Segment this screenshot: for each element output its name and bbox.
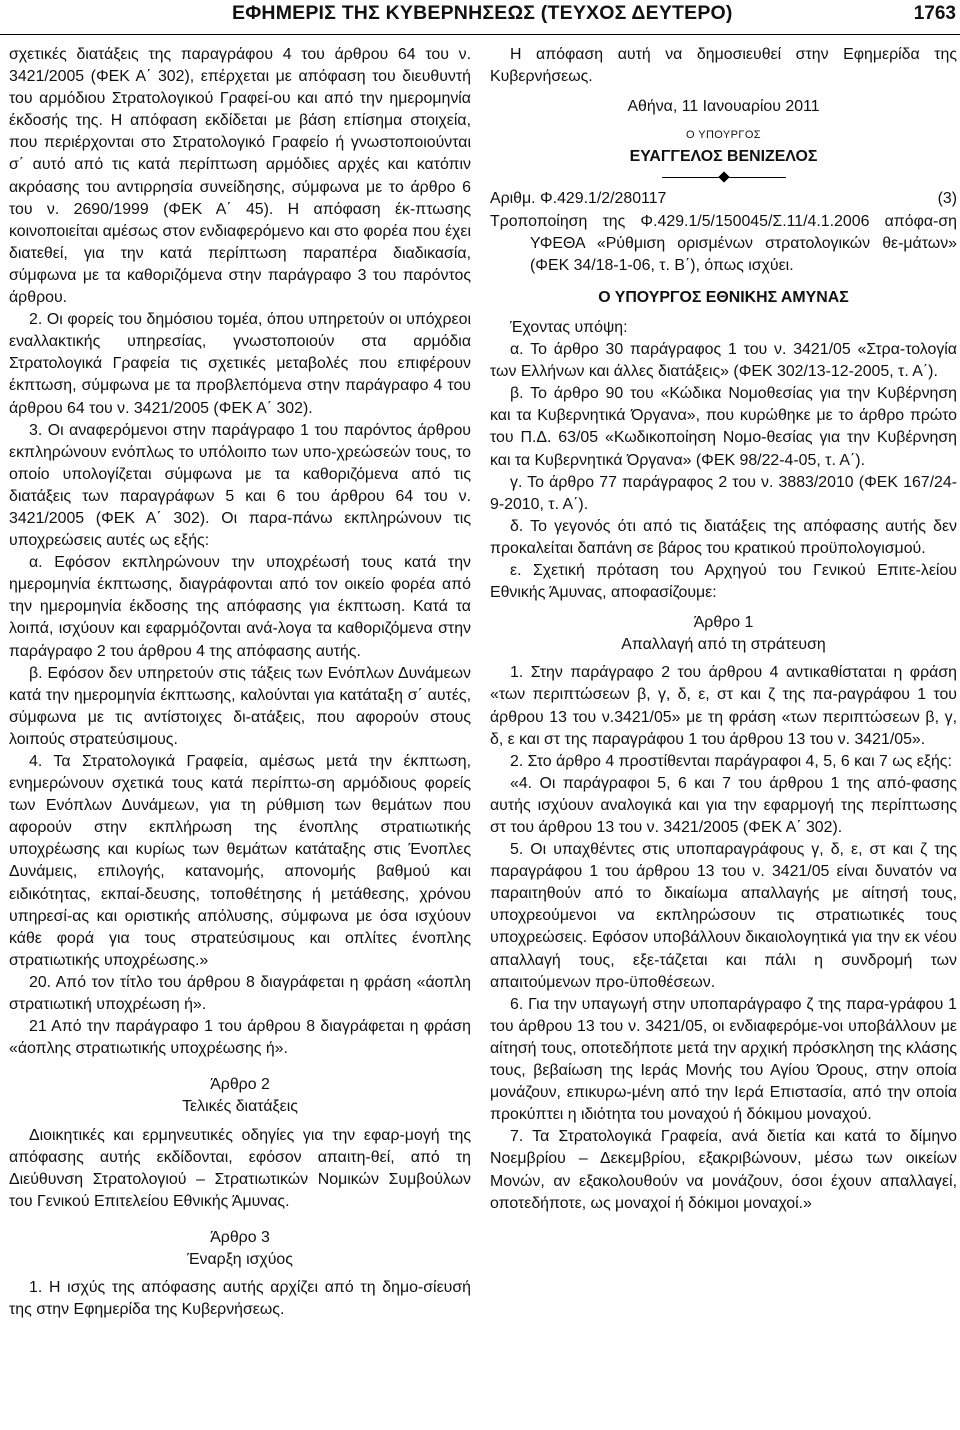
paragraph: 7. Τα Στρατολογικά Γραφεία, ανά διετία και κατά το δίμηνο Νοεμβρίου – Δεκεμβρίου, εξακριβώνουν, μέσω των οικείων Μονών, αν εξακολουθούν να μονάζουν, όσοι έχουν απαλλαγεί, οποτεδήποτε, ως μοναχοί ή δόκιμοι μοναχοί.»	[490, 1128, 957, 1212]
paragraph: α. Το άρθρο 30 παράγραφος 1 του ν. 3421/05 «Στρα-τολογία των Ελλήνων και άλλες διατάξεις» (ΦΕΚ 302/13-12-2005, τ. Α΄).	[490, 341, 957, 381]
paragraph: β. Το άρθρο 90 του «Κώδικα Νομοθεσίας για την Κυβέρνηση και τα Κυβερνητικά Όργανα», που κυρώθηκε με το άρθρο πρώτο του Π.Δ. 63/05 «Κωδικοποίηση Νομο-θεσίας για την Κυβέρνηση και τα Κυβερνητικά Όργανα» (ΦΕΚ 98/22-4-05, τ. Α΄).	[490, 385, 957, 469]
article-number: Άρθρο 3	[210, 1228, 270, 1246]
paragraph: «4. Οι παράγραφοι 5, 6 και 7 του άρθρου 1 της από-φασης αυτής ισχύουν αναλογικά και για την εφαρμογή της περίπτωσης στ του άρθρου 13 του ν. 3421/2005 (ΦΕΚ Α΄ 302).	[490, 774, 957, 836]
article-number: Άρθρο 1	[693, 614, 754, 632]
paragraph: γ. Το άρθρο 77 παράγραφος 2 του ν. 3883/2010 (ΦΕΚ 167/24-9-2010, τ. Α΄).	[490, 473, 957, 513]
reference-index: (3)	[937, 190, 957, 208]
paragraph: α. Εφόσον εκπληρώνουν την υποχρέωσή τους κατά την ημερομηνία έκπτωσης, διαγράφονται από τον οικείο φορέα από την ημερομηνία έκδοσης της απόφασης για έκπτωση. Κατά τα λοιπά, ισχύουν και εφαρμόζονται ανά-λογα τα καθοριζόμενα στην παράγραφο 2 του άρθρου 4 της απόφασης αυτής.	[9, 554, 471, 660]
paragraph: β. Εφόσον δεν υπηρετούν στις τάξεις των Ενόπλων Δυνάμεων κατά την ημερομηνία έκπτωσης, καλούνται για κατάταξη σ΄ αυτές, σύμφωνα με τις αντίστοιχες δι-ατάξεις, που αφορούν στους λοιπούς στρατεύσιμους.	[9, 664, 471, 748]
page-number: 1763	[913, 3, 956, 24]
page-header	[0, 0, 960, 35]
decision-reference	[490, 188, 957, 210]
having-regard: Έχοντας υπόψη:	[510, 318, 628, 336]
section-separator	[490, 168, 957, 186]
article-title: Απαλλαγή από τη στράτευση	[621, 636, 826, 654]
paragraph: 1. Η ισχύς της απόφασης αυτής αρχίζει από τη δημο-σίευσή της στην Εφημερίδα της Κυβερνήσεως.	[9, 1279, 471, 1319]
paragraph: 2. Στο άρθρο 4 προστίθενται παράγραφοι 4, 5, 6 και 7 ως εξής:	[510, 752, 952, 770]
minister-label: Ο ΥΠΟΥΡΓΟΣ	[686, 129, 761, 142]
article-number: Άρθρο 2	[210, 1076, 270, 1094]
paragraph: 6. Για την υπαγωγή στην υποπαράγραφο ζ της παρα-γράφου 1 του άρθρου 13 του ν. 3421/05, οι ενδιαφερόμε-νοι υποβάλλουν με αίτησή τους, οποτεδήποτε μετά την αρχική πρόσκληση της κλάσης τους, βεβαίωση της Ιεράς Μονής του Αγίου Όρους, στην οποία μονάζουν, επικυρω-μένη από την Ιερά Επιστασία, από την οποία προκύπτει η ιδιότητα του μοναχού ή δόκιμου μοναχού.	[490, 995, 957, 1124]
paragraph: 5. Οι υπαχθέντες στις υποπαραγράφους γ, δ, ε, στ και ζ της παραγράφου 1 του άρθρου 13 του ν. 3421/05 είναι δυνατόν να παραιτηθούν από το δικαίωμα απαλλαγής με αίτησή τους, υποχρεούμενοι να εκπληρώσουν τις στρατιωτικές τους υποχρεώσεις. Εφόσον υποβάλλουν δικαιολογητικά για την εκ νέου απαλλαγή τους, εξε-τάζεται και πάλι η συνδρομή των απαιτούμενων προ-ϋποθέσεων.	[490, 841, 957, 991]
place-date: Αθήνα, 11 Ιανουαρίου 2011	[627, 98, 820, 116]
decision-subject: Τροποποίηση της Φ.429.1/5/150045/Σ.11/4.1.2006 απόφα-ση ΥΦΕΘΑ «Ρύθμιση ορισμένων στρατολογικών θε-μάτων» (ΦΕΚ 34/18-1-06, τ. Β΄), όπως ισχύει.	[490, 212, 957, 274]
left-column	[9, 44, 471, 1321]
paragraph: ε. Σχετική πρόταση του Αρχηγού του Γενικού Επιτε-λείου Εθνικής Άμυνας, αποφασίζουμε:	[490, 561, 957, 602]
issuer-title: Ο ΥΠΟΥΡΓΟΣ ΕΘΝΙΚΗΣ ΑΜΥΝΑΣ	[598, 288, 849, 306]
paragraph: σχετικές διατάξεις της παραγράφου 4 του άρθρου 64 του ν. 3421/2005 (ΦΕΚ Α΄ 302), επέρχεται με απόφαση του διευθυντή του αρμόδιου Στρατολογικού Γραφεί-ου και από την ημερομηνία έκδοσής της. Η απόφαση εκδίδεται με βάση επίσημα στοιχεία, που περιέρχονται στο Στρατολογικό Γραφείο ή γνωστοποιούνται σ΄ αυτό από τις κατά περίπτωση αρμόδιες αρχές και κατόπιν ακρόασης του αντιρρησία συνείδησης, σύμφωνα με το άρθρο 6 του ν. 2690/1999 (ΦΕΚ Α΄ 45). Η απόφαση έκ-πτωσης κοινοποιείται αμέσως στον ενδιαφερόμενο και στο φορέα που έχει διατεθεί, για την κατά περίπτωση παραπέρα διαδικασία, σύμφωνα με τα καθοριζόμενα στην παράγραφο 3 του παρόντος άρθρου.	[9, 46, 471, 307]
paragraph: 1. Στην παράγραφο 2 του άρθρου 4 αντικαθίσταται η φράση «των περιπτώσεων β, γ, δ, ε, στ και ζ της πα-ραγράφου 1 του άρθρου 13 του ν.3421/05» με τη φράση «των περιπτώσεων β, γ, δ, ε και στ της παραγράφου 1 του άρθρου 13 του ν. 3421/05».	[490, 664, 957, 748]
paragraph: δ. Το γεγονός ότι από τις διατάξεις της απόφασης αυτής δεν προκαλείται δαπάνη σε βάρος του κρατικού προϋπολογισμού.	[490, 517, 957, 557]
article-title: Έναρξη ισχύος	[187, 1250, 293, 1268]
paragraph: 3. Οι αναφερόμενοι στην παράγραφο 1 του παρόντος άρθρου εκπληρώνουν ενόπλως το υπόλοιπο των υπο-χρεώσεών τους, το οποίο υπολογίζεται σύμφωνα με τα καθοριζόμενα από τις διατάξεις των παραγράφων 5 και 6 του άρθρου 64 του ν. 3421/2005 (ΦΕΚ Α΄ 302). Οι παρα-πάνω εκπληρώνουν τις υποχρεώσεις αυτές ως εξής:	[9, 421, 471, 550]
right-column	[490, 44, 957, 1215]
paragraph: 21 Από την παράγραφο 1 του άρθρου 8 διαγράφεται η φράση «άοπλης στρατιωτικής υποχρέωσης ή».	[9, 1018, 471, 1058]
reference-number: Αριθμ. Φ.429.1/2/280117	[490, 190, 667, 208]
gazette-title: ΕΦΗΜΕΡΙΣ ΤΗΣ ΚΥΒΕΡΝΗΣΕΩΣ (ΤΕΥΧΟΣ ΔΕΥΤΕΡΟ)	[232, 2, 733, 24]
separator-line	[662, 177, 720, 178]
separator-line	[728, 177, 786, 178]
paragraph: 4. Τα Στρατολογικά Γραφεία, αμέσως μετά την έκπτωση, ενημερώνουν σχετικά τους κατά περίπτω-ση αρμόδιους φορείς των Ενόπλων Δυνάμεων, για τη ρύθμιση των θεμάτων που αφορούν στην εκπλήρωση της ένοπλης στρατιωτικής υποχρέωσης και κυρίως των θεμάτων κατάταξης στις Ένοπλες Δυνάμεις, επιλογής, κατανομής, απονομής βαθμού και ειδικότητας, εκπαί-δευσης, τοποθέτησης ή μετάθεσης, χρόνου υπηρεσί-ας και οριστικής απόλυσης, σύμφωνα με όσα ισχύουν κάθε φορά για τους στρατεύσιμους και οπλίτες ένοπλης στρατιωτικής υποχρέωσης.»	[9, 753, 471, 969]
paragraph: 2. Οι φορείς του δημόσιου τομέα, όπου υπηρετούν οι υπόχρεοι εναλλακτικής υπηρεσίας, γνωστοποιούν στα αρμόδια Στρατολογικά Γραφεία τις σχετικές μεταβολές που επιφέρουν έκπτωση, σύμφωνα με τα προβλεπόμενα στην παράγραφο 4 του άρθρου 64 του ν. 3421/2005 (ΦΕΚ Α΄ 302).	[9, 311, 471, 417]
minister-name: ΕΥΑΓΓΕΛΟΣ ΒΕΝΙΖΕΛΟΣ	[629, 148, 818, 166]
article-title: Τελικές διατάξεις	[182, 1098, 298, 1116]
paragraph: Διοικητικές και ερμηνευτικές οδηγίες για την εφαρ-μογή της απόφασης αυτής εκδίδονται, εφόσον απαιτη-θεί, από τη Διεύθυνση Στρατολογιού – Στρατιωτικών Νομικών Συμβούλων του Γενικού Επιτελείου Εθνικής Άμυνας.	[9, 1126, 471, 1210]
paragraph: 20. Από τον τίτλο του άρθρου 8 διαγράφεται η φράση «άοπλη στρατιωτική υποχρέωση ή».	[9, 973, 471, 1014]
paragraph: Η απόφαση αυτή να δημοσιευθεί στην Εφημερίδα της Κυβερνήσεως.	[490, 46, 957, 86]
diamond-icon	[718, 172, 729, 183]
